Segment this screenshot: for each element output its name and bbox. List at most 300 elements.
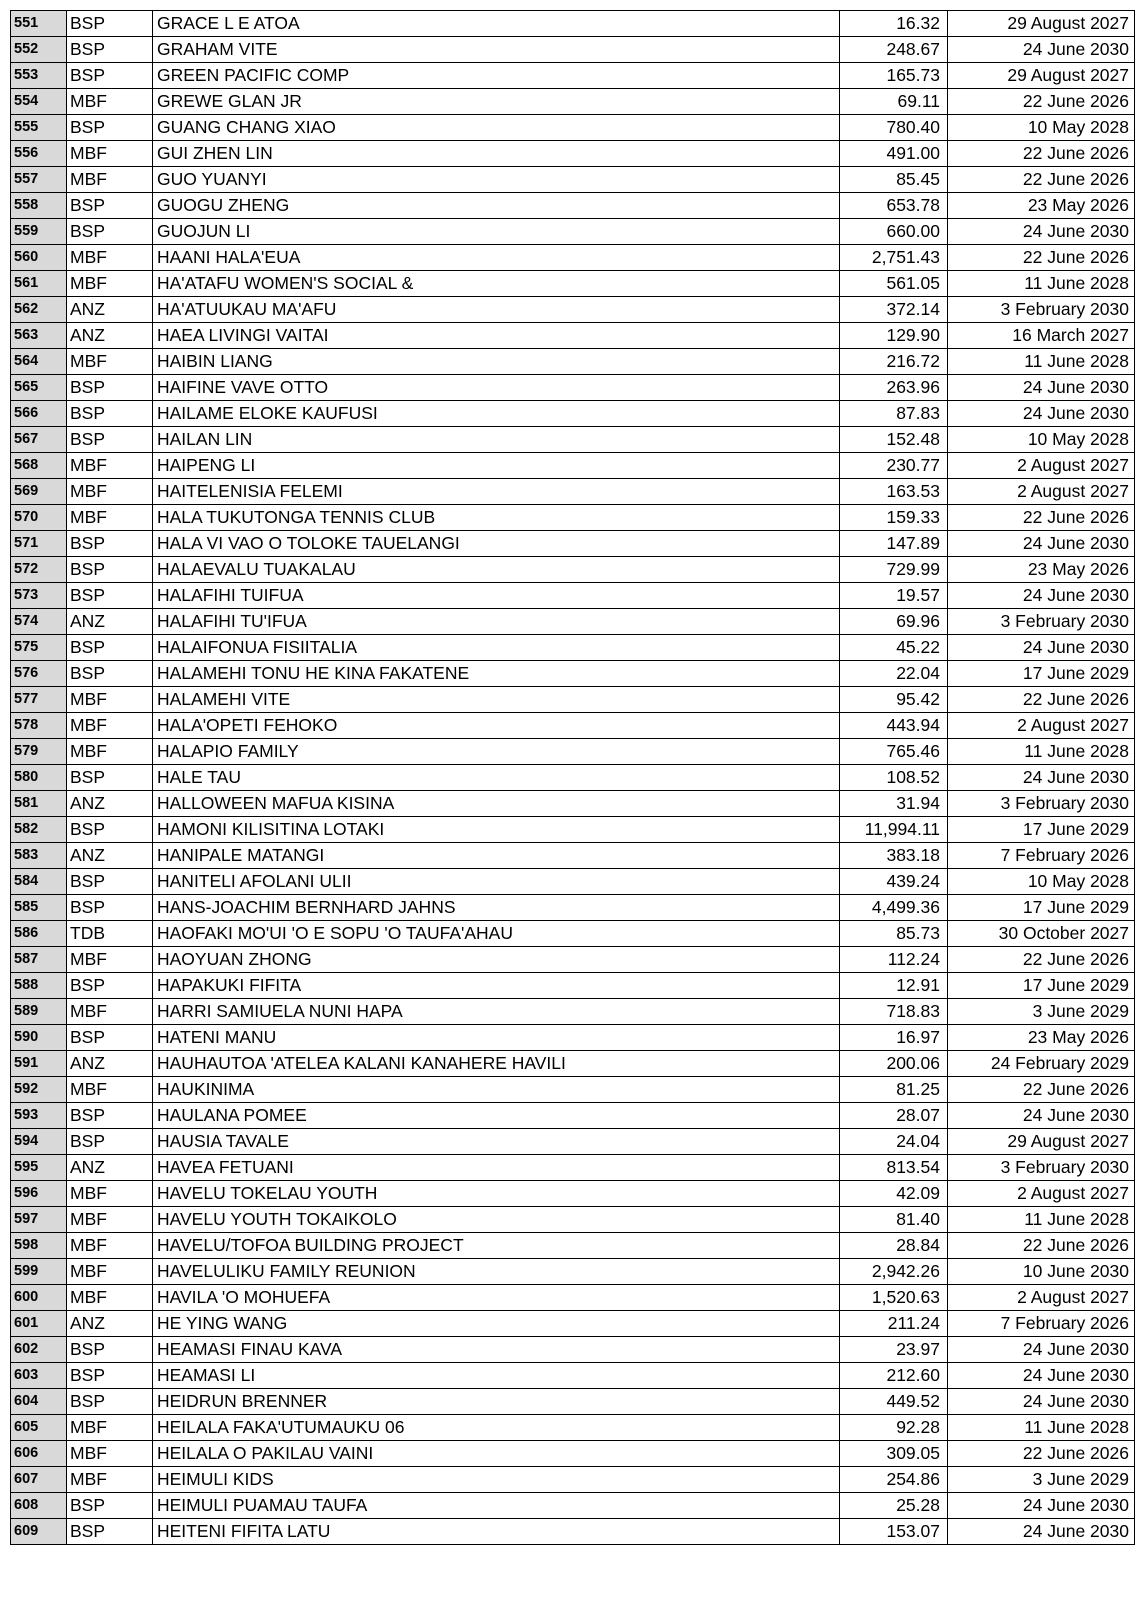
bank-cell[interactable]: BSP	[67, 1389, 153, 1415]
account-name-cell[interactable]: HALAPIO FAMILY	[153, 739, 840, 765]
bank-cell[interactable]: BSP	[67, 1337, 153, 1363]
account-name-cell[interactable]: HAOFAKI MO'UI 'O E SOPU 'O TAUFA'AHAU	[153, 921, 840, 947]
row-number-cell[interactable]: 575	[11, 635, 67, 661]
date-cell[interactable]: 24 June 2030	[948, 37, 1135, 63]
row-number-cell[interactable]: 567	[11, 427, 67, 453]
bank-cell[interactable]: BSP	[67, 219, 153, 245]
bank-cell[interactable]: BSP	[67, 869, 153, 895]
bank-cell[interactable]: BSP	[67, 817, 153, 843]
date-cell[interactable]: 22 June 2026	[948, 1441, 1135, 1467]
account-name-cell[interactable]: GRACE L E ATOA	[153, 11, 840, 37]
amount-cell[interactable]: 309.05	[840, 1441, 948, 1467]
amount-cell[interactable]: 153.07	[840, 1519, 948, 1545]
date-cell[interactable]: 11 June 2028	[948, 1207, 1135, 1233]
row-number-cell[interactable]: 582	[11, 817, 67, 843]
row-number-cell[interactable]: 579	[11, 739, 67, 765]
date-cell[interactable]: 22 June 2026	[948, 947, 1135, 973]
row-number-cell[interactable]: 602	[11, 1337, 67, 1363]
amount-cell[interactable]: 383.18	[840, 843, 948, 869]
account-name-cell[interactable]: HANS-JOACHIM BERNHARD JAHNS	[153, 895, 840, 921]
account-name-cell[interactable]: HEIMULI PUAMAU TAUFA	[153, 1493, 840, 1519]
amount-cell[interactable]: 112.24	[840, 947, 948, 973]
row-number-cell[interactable]: 563	[11, 323, 67, 349]
row-number-cell[interactable]: 551	[11, 11, 67, 37]
bank-cell[interactable]: BSP	[67, 557, 153, 583]
bank-cell[interactable]: ANZ	[67, 297, 153, 323]
row-number-cell[interactable]: 570	[11, 505, 67, 531]
account-name-cell[interactable]: HALA VI VAO O TOLOKE TAUELANGI	[153, 531, 840, 557]
bank-cell[interactable]: BSP	[67, 37, 153, 63]
account-name-cell[interactable]: HAANI HALA'EUA	[153, 245, 840, 271]
date-cell[interactable]: 3 February 2030	[948, 1155, 1135, 1181]
date-cell[interactable]: 24 February 2029	[948, 1051, 1135, 1077]
row-number-cell[interactable]: 594	[11, 1129, 67, 1155]
amount-cell[interactable]: 22.04	[840, 661, 948, 687]
account-name-cell[interactable]: HALLOWEEN MAFUA KISINA	[153, 791, 840, 817]
row-number-cell[interactable]: 588	[11, 973, 67, 999]
date-cell[interactable]: 22 June 2026	[948, 167, 1135, 193]
row-number-cell[interactable]: 578	[11, 713, 67, 739]
amount-cell[interactable]: 81.40	[840, 1207, 948, 1233]
amount-cell[interactable]: 443.94	[840, 713, 948, 739]
date-cell[interactable]: 30 October 2027	[948, 921, 1135, 947]
row-number-cell[interactable]: 589	[11, 999, 67, 1025]
amount-cell[interactable]: 85.45	[840, 167, 948, 193]
row-number-cell[interactable]: 608	[11, 1493, 67, 1519]
amount-cell[interactable]: 69.11	[840, 89, 948, 115]
amount-cell[interactable]: 25.28	[840, 1493, 948, 1519]
bank-cell[interactable]: MBF	[67, 1285, 153, 1311]
bank-cell[interactable]: BSP	[67, 193, 153, 219]
account-name-cell[interactable]: HAILAME ELOKE KAUFUSI	[153, 401, 840, 427]
account-name-cell[interactable]: GUO YUANYI	[153, 167, 840, 193]
row-number-cell[interactable]: 600	[11, 1285, 67, 1311]
date-cell[interactable]: 2 August 2027	[948, 1285, 1135, 1311]
bank-cell[interactable]: MBF	[67, 271, 153, 297]
amount-cell[interactable]: 491.00	[840, 141, 948, 167]
bank-cell[interactable]: ANZ	[67, 609, 153, 635]
amount-cell[interactable]: 163.53	[840, 479, 948, 505]
date-cell[interactable]: 7 February 2026	[948, 843, 1135, 869]
bank-cell[interactable]: MBF	[67, 1415, 153, 1441]
amount-cell[interactable]: 16.32	[840, 11, 948, 37]
row-number-cell[interactable]: 576	[11, 661, 67, 687]
amount-cell[interactable]: 718.83	[840, 999, 948, 1025]
date-cell[interactable]: 24 June 2030	[948, 1363, 1135, 1389]
row-number-cell[interactable]: 607	[11, 1467, 67, 1493]
bank-cell[interactable]: BSP	[67, 1129, 153, 1155]
bank-cell[interactable]: MBF	[67, 245, 153, 271]
bank-cell[interactable]: BSP	[67, 1519, 153, 1545]
account-name-cell[interactable]: HAUSIA TAVALE	[153, 1129, 840, 1155]
row-number-cell[interactable]: 609	[11, 1519, 67, 1545]
account-name-cell[interactable]: HEIMULI KIDS	[153, 1467, 840, 1493]
date-cell[interactable]: 10 May 2028	[948, 115, 1135, 141]
date-cell[interactable]: 24 June 2030	[948, 219, 1135, 245]
amount-cell[interactable]: 28.84	[840, 1233, 948, 1259]
row-number-cell[interactable]: 593	[11, 1103, 67, 1129]
amount-cell[interactable]: 42.09	[840, 1181, 948, 1207]
row-number-cell[interactable]: 591	[11, 1051, 67, 1077]
account-name-cell[interactable]: HAIFINE VAVE OTTO	[153, 375, 840, 401]
date-cell[interactable]: 22 June 2026	[948, 687, 1135, 713]
row-number-cell[interactable]: 596	[11, 1181, 67, 1207]
date-cell[interactable]: 24 June 2030	[948, 531, 1135, 557]
row-number-cell[interactable]: 564	[11, 349, 67, 375]
date-cell[interactable]: 22 June 2026	[948, 245, 1135, 271]
date-cell[interactable]: 22 June 2026	[948, 1077, 1135, 1103]
account-name-cell[interactable]: GREEN PACIFIC COMP	[153, 63, 840, 89]
account-name-cell[interactable]: HAUKINIMA	[153, 1077, 840, 1103]
bank-cell[interactable]: MBF	[67, 947, 153, 973]
date-cell[interactable]: 23 May 2026	[948, 1025, 1135, 1051]
bank-cell[interactable]: BSP	[67, 427, 153, 453]
account-name-cell[interactable]: HAULANA POMEE	[153, 1103, 840, 1129]
row-number-cell[interactable]: 574	[11, 609, 67, 635]
amount-cell[interactable]: 165.73	[840, 63, 948, 89]
row-number-cell[interactable]: 601	[11, 1311, 67, 1337]
date-cell[interactable]: 23 May 2026	[948, 557, 1135, 583]
row-number-cell[interactable]: 599	[11, 1259, 67, 1285]
bank-cell[interactable]: BSP	[67, 401, 153, 427]
row-number-cell[interactable]: 560	[11, 245, 67, 271]
table-row	[11, 1311, 1135, 1337]
account-name-cell[interactable]: HAVELU TOKELAU YOUTH	[153, 1181, 840, 1207]
row-number-cell[interactable]: 605	[11, 1415, 67, 1441]
row-number-cell[interactable]: 604	[11, 1389, 67, 1415]
row-number-cell[interactable]: 583	[11, 843, 67, 869]
date-cell[interactable]: 22 June 2026	[948, 89, 1135, 115]
date-cell[interactable]: 24 June 2030	[948, 765, 1135, 791]
amount-cell[interactable]: 45.22	[840, 635, 948, 661]
bank-cell[interactable]: ANZ	[67, 323, 153, 349]
date-cell[interactable]: 24 June 2030	[948, 583, 1135, 609]
account-name-cell[interactable]: HAMONI KILISITINA LOTAKI	[153, 817, 840, 843]
bank-cell[interactable]: ANZ	[67, 843, 153, 869]
account-name-cell[interactable]: HALE TAU	[153, 765, 840, 791]
row-number-cell[interactable]: 606	[11, 1441, 67, 1467]
date-cell[interactable]: 11 June 2028	[948, 1415, 1135, 1441]
bank-cell[interactable]: BSP	[67, 973, 153, 999]
amount-cell[interactable]: 28.07	[840, 1103, 948, 1129]
date-cell[interactable]: 24 June 2030	[948, 401, 1135, 427]
account-name-cell[interactable]: HEAMASI LI	[153, 1363, 840, 1389]
date-cell[interactable]: 17 June 2029	[948, 895, 1135, 921]
bank-cell[interactable]: MBF	[67, 1181, 153, 1207]
account-name-cell[interactable]: GUANG CHANG XIAO	[153, 115, 840, 141]
bank-cell[interactable]: MBF	[67, 739, 153, 765]
amount-cell[interactable]: 211.24	[840, 1311, 948, 1337]
account-name-cell[interactable]: HALA TUKUTONGA TENNIS CLUB	[153, 505, 840, 531]
date-cell[interactable]: 3 February 2030	[948, 791, 1135, 817]
account-name-cell[interactable]: HAEA LIVINGI VAITAI	[153, 323, 840, 349]
date-cell[interactable]: 17 June 2029	[948, 661, 1135, 687]
bank-cell[interactable]: ANZ	[67, 1311, 153, 1337]
account-name-cell[interactable]: HEILALA O PAKILAU VAINI	[153, 1441, 840, 1467]
row-number-cell[interactable]: 566	[11, 401, 67, 427]
row-number-cell[interactable]: 581	[11, 791, 67, 817]
amount-cell[interactable]: 263.96	[840, 375, 948, 401]
date-cell[interactable]: 10 May 2028	[948, 869, 1135, 895]
amount-cell[interactable]: 87.83	[840, 401, 948, 427]
row-number-cell[interactable]: 565	[11, 375, 67, 401]
account-name-cell[interactable]: HALAFIHI TU'IFUA	[153, 609, 840, 635]
bank-cell[interactable]: MBF	[67, 453, 153, 479]
date-cell[interactable]: 17 June 2029	[948, 817, 1135, 843]
date-cell[interactable]: 24 June 2030	[948, 1519, 1135, 1545]
date-cell[interactable]: 29 August 2027	[948, 1129, 1135, 1155]
account-name-cell[interactable]: HAVELULIKU FAMILY REUNION	[153, 1259, 840, 1285]
bank-cell[interactable]: MBF	[67, 1467, 153, 1493]
row-number-cell[interactable]: 597	[11, 1207, 67, 1233]
bank-cell[interactable]: MBF	[67, 1077, 153, 1103]
amount-cell[interactable]: 449.52	[840, 1389, 948, 1415]
account-name-cell[interactable]: HA'ATAFU WOMEN'S SOCIAL &	[153, 271, 840, 297]
date-cell[interactable]: 29 August 2027	[948, 63, 1135, 89]
account-name-cell[interactable]: HALAEVALU TUAKALAU	[153, 557, 840, 583]
bank-cell[interactable]: BSP	[67, 895, 153, 921]
date-cell[interactable]: 2 August 2027	[948, 479, 1135, 505]
amount-cell[interactable]: 216.72	[840, 349, 948, 375]
amount-cell[interactable]: 92.28	[840, 1415, 948, 1441]
bank-cell[interactable]: MBF	[67, 999, 153, 1025]
amount-cell[interactable]: 19.57	[840, 583, 948, 609]
row-number-cell[interactable]: 557	[11, 167, 67, 193]
account-name-cell[interactable]: HAILAN LIN	[153, 427, 840, 453]
row-number-cell[interactable]: 577	[11, 687, 67, 713]
row-number-cell[interactable]: 552	[11, 37, 67, 63]
account-name-cell[interactable]: GUI ZHEN LIN	[153, 141, 840, 167]
date-cell[interactable]: 2 August 2027	[948, 453, 1135, 479]
amount-cell[interactable]: 660.00	[840, 219, 948, 245]
amount-cell[interactable]: 11,994.11	[840, 817, 948, 843]
table-row	[11, 1025, 1135, 1051]
amount-cell[interactable]: 212.60	[840, 1363, 948, 1389]
amount-cell[interactable]: 24.04	[840, 1129, 948, 1155]
date-cell[interactable]: 16 March 2027	[948, 323, 1135, 349]
row-number-cell[interactable]: 572	[11, 557, 67, 583]
row-number-cell[interactable]: 580	[11, 765, 67, 791]
row-number-cell[interactable]: 595	[11, 1155, 67, 1181]
date-cell[interactable]: 24 June 2030	[948, 1103, 1135, 1129]
row-number-cell[interactable]: 559	[11, 219, 67, 245]
amount-cell[interactable]: 653.78	[840, 193, 948, 219]
account-name-cell[interactable]: HAVILA 'O MOHUEFA	[153, 1285, 840, 1311]
row-number-cell[interactable]: 584	[11, 869, 67, 895]
account-name-cell[interactable]: HEITENI FIFITA LATU	[153, 1519, 840, 1545]
amount-cell[interactable]: 31.94	[840, 791, 948, 817]
account-name-cell[interactable]: HAIBIN LIANG	[153, 349, 840, 375]
row-number-cell[interactable]: 573	[11, 583, 67, 609]
row-number-cell[interactable]: 561	[11, 271, 67, 297]
bank-cell[interactable]: MBF	[67, 1207, 153, 1233]
bank-cell[interactable]: BSP	[67, 63, 153, 89]
amount-cell[interactable]: 765.46	[840, 739, 948, 765]
date-cell[interactable]: 10 June 2030	[948, 1259, 1135, 1285]
account-name-cell[interactable]: HANITELI AFOLANI ULII	[153, 869, 840, 895]
date-cell[interactable]: 22 June 2026	[948, 1233, 1135, 1259]
row-number-cell[interactable]: 587	[11, 947, 67, 973]
account-name-cell[interactable]: HALAMEHI TONU HE KINA FAKATENE	[153, 661, 840, 687]
account-name-cell[interactable]: HAVELU YOUTH TOKAIKOLO	[153, 1207, 840, 1233]
amount-cell[interactable]: 69.96	[840, 609, 948, 635]
bank-cell[interactable]: BSP	[67, 583, 153, 609]
account-name-cell[interactable]: HALAMEHI VITE	[153, 687, 840, 713]
amount-cell[interactable]: 129.90	[840, 323, 948, 349]
amount-cell[interactable]: 16.97	[840, 1025, 948, 1051]
account-name-cell[interactable]: GUOGU ZHENG	[153, 193, 840, 219]
amount-cell[interactable]: 248.67	[840, 37, 948, 63]
date-cell[interactable]: 3 February 2030	[948, 609, 1135, 635]
bank-cell[interactable]: BSP	[67, 1103, 153, 1129]
amount-cell[interactable]: 1,520.63	[840, 1285, 948, 1311]
amount-cell[interactable]: 254.86	[840, 1467, 948, 1493]
date-cell[interactable]: 2 August 2027	[948, 713, 1135, 739]
amount-cell[interactable]: 159.33	[840, 505, 948, 531]
bank-cell[interactable]: MBF	[67, 141, 153, 167]
amount-cell[interactable]: 12.91	[840, 973, 948, 999]
row-number-cell[interactable]: 554	[11, 89, 67, 115]
date-cell[interactable]: 3 June 2029	[948, 1467, 1135, 1493]
date-cell[interactable]: 10 May 2028	[948, 427, 1135, 453]
bank-cell[interactable]: BSP	[67, 635, 153, 661]
row-number-cell[interactable]: 553	[11, 63, 67, 89]
bank-cell[interactable]: BSP	[67, 1363, 153, 1389]
bank-cell[interactable]: TDB	[67, 921, 153, 947]
account-name-cell[interactable]: HEAMASI FINAU KAVA	[153, 1337, 840, 1363]
row-number-cell[interactable]: 569	[11, 479, 67, 505]
amount-cell[interactable]: 147.89	[840, 531, 948, 557]
account-name-cell[interactable]: HANIPALE MATANGI	[153, 843, 840, 869]
amount-cell[interactable]: 200.06	[840, 1051, 948, 1077]
row-number-cell[interactable]: 556	[11, 141, 67, 167]
account-name-cell[interactable]: HARRI SAMIUELA NUNI HAPA	[153, 999, 840, 1025]
account-name-cell[interactable]: HAITELENISIA FELEMI	[153, 479, 840, 505]
row-number-cell[interactable]: 568	[11, 453, 67, 479]
bank-cell[interactable]: ANZ	[67, 1051, 153, 1077]
bank-cell[interactable]: BSP	[67, 115, 153, 141]
amount-cell[interactable]: 439.24	[840, 869, 948, 895]
row-number-cell[interactable]: 585	[11, 895, 67, 921]
date-cell[interactable]: 24 June 2030	[948, 375, 1135, 401]
bank-cell[interactable]: ANZ	[67, 1155, 153, 1181]
amount-cell[interactable]: 95.42	[840, 687, 948, 713]
amount-cell[interactable]: 81.25	[840, 1077, 948, 1103]
bank-cell[interactable]: MBF	[67, 349, 153, 375]
row-number-cell[interactable]: 555	[11, 115, 67, 141]
account-name-cell[interactable]: HAOYUAN ZHONG	[153, 947, 840, 973]
date-cell[interactable]: 2 August 2027	[948, 1181, 1135, 1207]
amount-cell[interactable]: 4,499.36	[840, 895, 948, 921]
bank-cell[interactable]: MBF	[67, 505, 153, 531]
account-name-cell[interactable]: HALAFIHI TUIFUA	[153, 583, 840, 609]
date-cell[interactable]: 3 June 2029	[948, 999, 1135, 1025]
account-name-cell[interactable]: GREWE GLAN JR	[153, 89, 840, 115]
amount-cell[interactable]: 85.73	[840, 921, 948, 947]
account-name-cell[interactable]: HAIPENG LI	[153, 453, 840, 479]
date-cell[interactable]: 24 June 2030	[948, 635, 1135, 661]
date-cell[interactable]: 23 May 2026	[948, 193, 1135, 219]
date-cell[interactable]: 29 August 2027	[948, 11, 1135, 37]
bank-cell[interactable]: MBF	[67, 89, 153, 115]
table-row	[11, 11, 1135, 37]
bank-cell[interactable]: BSP	[67, 1025, 153, 1051]
row-number-cell[interactable]: 558	[11, 193, 67, 219]
date-cell[interactable]: 17 June 2029	[948, 973, 1135, 999]
date-cell[interactable]: 7 February 2026	[948, 1311, 1135, 1337]
amount-cell[interactable]: 2,751.43	[840, 245, 948, 271]
table-row	[11, 531, 1135, 557]
amount-cell[interactable]: 2,942.26	[840, 1259, 948, 1285]
date-cell[interactable]: 11 June 2028	[948, 271, 1135, 297]
account-name-cell[interactable]: GRAHAM VITE	[153, 37, 840, 63]
bank-cell[interactable]: MBF	[67, 1259, 153, 1285]
amount-cell[interactable]: 23.97	[840, 1337, 948, 1363]
account-name-cell[interactable]: HEILALA FAKA'UTUMAUKU 06	[153, 1415, 840, 1441]
row-number-cell[interactable]: 586	[11, 921, 67, 947]
row-number-cell[interactable]: 571	[11, 531, 67, 557]
amount-cell[interactable]: 372.14	[840, 297, 948, 323]
bank-cell[interactable]: MBF	[67, 1441, 153, 1467]
date-cell[interactable]: 11 June 2028	[948, 349, 1135, 375]
account-name-cell[interactable]: HEIDRUN BRENNER	[153, 1389, 840, 1415]
account-name-cell[interactable]: HATENI MANU	[153, 1025, 840, 1051]
amount-cell[interactable]: 780.40	[840, 115, 948, 141]
account-name-cell[interactable]: HALA'OPETI FEHOKO	[153, 713, 840, 739]
account-name-cell[interactable]: HAUHAUTOA 'ATELEA KALANI KANAHERE HAVILI	[153, 1051, 840, 1077]
amount-cell[interactable]: 108.52	[840, 765, 948, 791]
table-row	[11, 1285, 1135, 1311]
bank-cell[interactable]: BSP	[67, 11, 153, 37]
bank-cell[interactable]: MBF	[67, 167, 153, 193]
date-cell[interactable]: 22 June 2026	[948, 141, 1135, 167]
amount-cell[interactable]: 152.48	[840, 427, 948, 453]
amount-cell[interactable]: 230.77	[840, 453, 948, 479]
row-number-cell[interactable]: 603	[11, 1363, 67, 1389]
bank-cell[interactable]: BSP	[67, 375, 153, 401]
date-cell[interactable]: 24 June 2030	[948, 1389, 1135, 1415]
account-name-cell[interactable]: HALAIFONUA FISIITALIA	[153, 635, 840, 661]
bank-cell[interactable]: BSP	[67, 765, 153, 791]
date-cell[interactable]: 11 June 2028	[948, 739, 1135, 765]
bank-cell[interactable]: MBF	[67, 713, 153, 739]
bank-cell[interactable]: BSP	[67, 531, 153, 557]
amount-cell[interactable]: 729.99	[840, 557, 948, 583]
account-name-cell[interactable]: HAPAKUKI FIFITA	[153, 973, 840, 999]
account-name-cell[interactable]: HAVEA FETUANI	[153, 1155, 840, 1181]
bank-cell[interactable]: ANZ	[67, 791, 153, 817]
bank-cell[interactable]: MBF	[67, 1233, 153, 1259]
amount-cell[interactable]: 813.54	[840, 1155, 948, 1181]
bank-cell[interactable]: MBF	[67, 479, 153, 505]
account-name-cell[interactable]: HAVELU/TOFOA BUILDING PROJECT	[153, 1233, 840, 1259]
date-cell[interactable]: 22 June 2026	[948, 505, 1135, 531]
row-number-cell[interactable]: 562	[11, 297, 67, 323]
date-cell[interactable]: 24 June 2030	[948, 1493, 1135, 1519]
account-name-cell[interactable]: HA'ATUUKAU MA'AFU	[153, 297, 840, 323]
bank-cell[interactable]: BSP	[67, 1493, 153, 1519]
account-name-cell[interactable]: GUOJUN LI	[153, 219, 840, 245]
bank-cell[interactable]: BSP	[67, 661, 153, 687]
row-number-cell[interactable]: 590	[11, 1025, 67, 1051]
row-number-cell[interactable]: 592	[11, 1077, 67, 1103]
row-number-cell[interactable]: 598	[11, 1233, 67, 1259]
account-name-cell[interactable]: HE YING WANG	[153, 1311, 840, 1337]
date-cell[interactable]: 3 February 2030	[948, 297, 1135, 323]
bank-cell[interactable]: MBF	[67, 687, 153, 713]
amount-cell[interactable]: 561.05	[840, 271, 948, 297]
date-cell[interactable]: 24 June 2030	[948, 1337, 1135, 1363]
